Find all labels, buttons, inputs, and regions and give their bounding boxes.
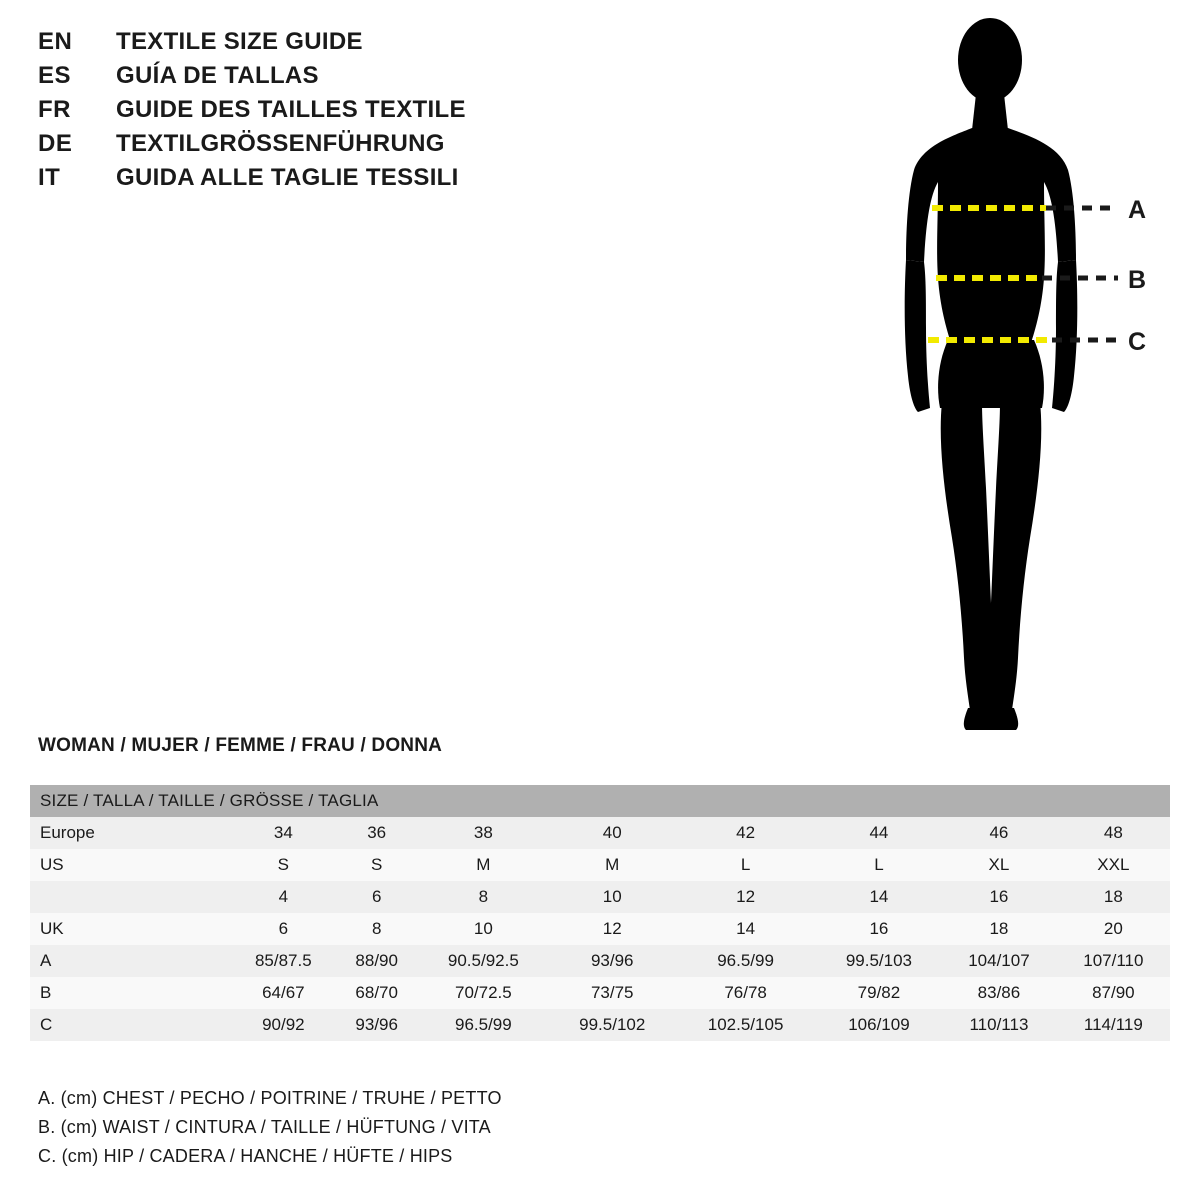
cell: 10 <box>602 887 622 906</box>
row-label: US <box>40 855 64 874</box>
row-label: UK <box>40 919 64 938</box>
silhouette-svg <box>860 10 1190 750</box>
cell: 34 <box>273 823 293 842</box>
table-row <box>30 1009 1170 1041</box>
title-text: GUÍA DE TALLAS <box>116 62 319 89</box>
cell: XXL <box>1097 855 1130 874</box>
cell: 14 <box>869 887 889 906</box>
cell: 12 <box>736 887 756 906</box>
title-row <box>38 28 678 62</box>
title-row <box>38 130 678 164</box>
cell: 64/67 <box>262 983 305 1002</box>
title-text: GUIDA ALLE TAGLIE TESSILI <box>116 164 459 191</box>
cell: 18 <box>1103 887 1123 906</box>
cell: 73/75 <box>590 983 634 1002</box>
cell: M <box>605 855 620 874</box>
cell: 114/119 <box>1083 1015 1143 1034</box>
table-row <box>30 913 1170 945</box>
cell: 70/72.5 <box>454 983 512 1002</box>
cell: 99.5/103 <box>845 951 913 970</box>
cell: 16 <box>869 919 889 938</box>
chest-measure-label: A <box>1128 196 1147 224</box>
cell: 106/109 <box>848 1015 910 1034</box>
hip-measure-label: C <box>1128 328 1147 356</box>
legend-row-chest: A. (cm) CHEST / PECHO / POITRINE / TRUHE / PETTO <box>38 1088 502 1108</box>
cell: 8 <box>371 919 382 938</box>
row-label: Europe <box>40 823 95 842</box>
row-label <box>30 881 230 913</box>
waist-measure-label: B <box>1128 266 1147 294</box>
cell: S <box>371 855 383 874</box>
cell: 90/92 <box>262 1015 305 1034</box>
cell: 6 <box>278 919 289 938</box>
cell: 18 <box>989 919 1009 938</box>
title-text: TEXTILGRÖSSENFÜHRUNG <box>116 130 445 157</box>
cell: 42 <box>736 823 756 842</box>
cell: 110/113 <box>969 1015 1029 1034</box>
cell: 107/110 <box>1083 951 1144 970</box>
table-row <box>30 881 1170 913</box>
cell: 48 <box>1103 823 1123 842</box>
legend-block <box>38 1088 738 1175</box>
female-body-silhouette <box>905 18 1078 730</box>
title-row <box>38 62 678 96</box>
table-row <box>30 817 1170 849</box>
cell: S <box>277 855 290 874</box>
cell: L <box>874 855 884 874</box>
cell: 87/90 <box>1092 983 1135 1002</box>
size-table-body <box>30 817 1170 1041</box>
cell: 79/82 <box>857 983 901 1002</box>
legend-row-waist: B. (cm) WAIST / CINTURA / TAILLE / HÜFTUNG / VITA <box>38 1117 491 1137</box>
cell: 93/96 <box>590 951 634 970</box>
size-table-header-cell: SIZE / TALLA / TAILLE / GRÖSSE / TAGLIA <box>30 785 1170 817</box>
cell: 14 <box>736 919 756 938</box>
cell: L <box>740 855 751 874</box>
title-text: TEXTILE SIZE GUIDE <box>116 28 363 55</box>
cell: 6 <box>371 887 382 906</box>
cell: 44 <box>869 823 889 842</box>
table-row <box>30 849 1170 881</box>
row-label: B <box>40 983 52 1002</box>
cell: 36 <box>367 823 387 842</box>
cell: 10 <box>473 919 493 938</box>
cell: 96.5/99 <box>717 951 774 970</box>
title-block <box>38 28 678 198</box>
title-language-code: ES <box>38 62 72 89</box>
row-label: C <box>40 1015 53 1034</box>
cell: 20 <box>1103 919 1123 938</box>
cell: XL <box>988 855 1010 874</box>
size-table-head <box>30 785 1170 817</box>
cell: 12 <box>602 919 622 938</box>
cell: M <box>476 855 491 874</box>
cell: 93/96 <box>355 1015 398 1034</box>
row-label: A <box>40 951 52 970</box>
cell: 96.5/99 <box>454 1015 512 1034</box>
title-language-code: IT <box>38 164 61 191</box>
cell: 40 <box>602 823 622 842</box>
cell: 104/107 <box>968 951 1030 970</box>
size-table <box>30 785 1170 1041</box>
cell: 46 <box>989 823 1009 842</box>
table-row <box>30 977 1170 1009</box>
section-heading: WOMAN / MUJER / FEMME / FRAU / DONNA <box>38 735 443 756</box>
cell: 16 <box>989 887 1009 906</box>
table-row <box>30 945 1170 977</box>
cell: 90.5/92.5 <box>447 951 519 970</box>
cell: 38 <box>473 823 493 842</box>
cell: 102.5/105 <box>707 1015 784 1034</box>
cell: 83/86 <box>977 983 1021 1002</box>
cell: 99.5/102 <box>579 1015 646 1034</box>
cell: 4 <box>278 887 289 906</box>
title-language-code: EN <box>38 28 73 55</box>
title-language-code: DE <box>38 130 73 157</box>
cell: 85/87.5 <box>254 951 312 970</box>
title-row <box>38 164 678 198</box>
cell: 68/70 <box>355 983 398 1002</box>
title-row <box>38 96 678 130</box>
woman-silhouette-figure <box>860 10 1190 750</box>
title-text: GUIDE DES TAILLES TEXTILE <box>116 96 466 123</box>
cell: 8 <box>478 887 489 906</box>
cell: 76/78 <box>724 983 767 1002</box>
title-language-code: FR <box>38 96 71 123</box>
cell: 88/90 <box>355 951 398 970</box>
legend-row-hip: C. (cm) HIP / CADERA / HANCHE / HÜFTE / HIPS <box>38 1146 453 1166</box>
size-table-header-row <box>30 785 1170 817</box>
